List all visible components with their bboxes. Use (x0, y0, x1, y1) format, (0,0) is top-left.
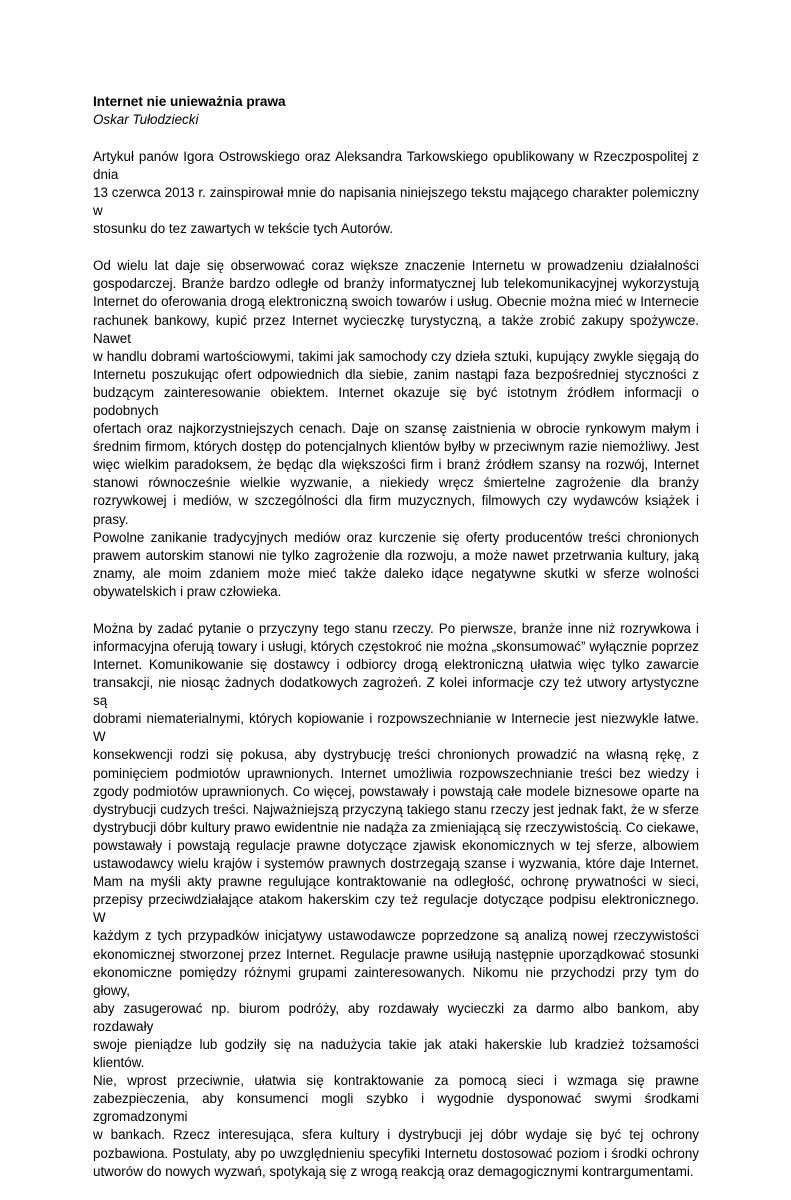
paragraph-line: dobrami niematerialnymi, których kopiowanie i rozpowszechnianie w Internecie jest niezwykle łatwe. W (93, 711, 699, 745)
paragraph-line: dystrybucji dóbr kultury prawo ewidentnie nie nadąża za zmieniającą się rzeczywistością. Co ciekawe, (93, 819, 699, 835)
paragraph-line: znamy, ale moim zdaniem może mieć także daleko idące negatywne skutki w sferze wolności (93, 565, 699, 581)
paragraph-line: ekonomiczne pomiędzy różnymi grupami zainteresowanych. Nikomu nie przychodzi przy tym do głowy, (93, 964, 699, 998)
article-author: Oskar Tułodziecki (93, 112, 199, 128)
paragraph-line: aby zasugerować np. biurom podróży, aby rozdawały wycieczki za darmo albo bankom, aby rozdawały (93, 1000, 699, 1034)
paragraph-line: Internetu poszukując ofert odpowiednich dla siebie, zanim nastąpi faza bezpośredniej styczności z (93, 366, 699, 382)
paragraph-line: swoje pieniądze lub godziły się na nadużycia takie jak ataki hakerskie lub kradzież tożsamości klientów. (93, 1036, 699, 1071)
article-title: Internet nie unieważnia prawa (93, 94, 286, 109)
paragraph-line: przepisy przeciwdziałające atakom hakerskim czy też regulacje dotyczące podpisu elektronicznego. W (93, 892, 699, 926)
paragraph-line: Powolne zanikanie tradycyjnych mediów oraz kurczenie się oferty producentów treści chronionych (93, 529, 699, 545)
paragraph-line: dystrybucji cudzych treści. Najważniejszą przyczyną takiego stanu rzeczy jest jednak fakt, że w sferze (93, 801, 699, 817)
paragraph-line: informacyjna oferują towary i usługi, których częstokroć nie można „skonsumować” wyłącznie poprzez (93, 638, 699, 654)
paragraph-line: utworów do nowych wyzwań, spotykają się z wrogą reakcją oraz demagogicznymi kontrargumentami. (93, 1163, 694, 1179)
paragraph-line: obywatelskich i praw człowieka. (93, 583, 282, 599)
paragraph-line: każdym z tych przypadków inicjatywy ustawodawcze poprzedzone są analizą nowej rzeczywistości (93, 928, 699, 944)
paragraph-line: średnim firmom, których dostęp do potencjalnych klientów byłby w przeciwnym razie niemożliwy. Jest (93, 439, 699, 455)
paragraph-line: ekonomicznej stworzonej przez Internet. Regulacje prawne usiłują następnie uporządkować stosunki (93, 946, 699, 962)
paragraph-line: rachunek bankowy, kupić przez Internet wycieczkę turystyczną, a także zrobić zakupy spożywcze. Nawet (93, 312, 699, 346)
paragraph (93, 620, 699, 1181)
paragraph-line: 13 czerwca 2013 r. zainspirował mnie do napisania niniejszego tekstu mającego charakter polemiczny w (93, 185, 699, 219)
paragraph (93, 257, 699, 601)
paragraph-line: zgody podmiotów uprawnionych. Co więcej, powstawały i powstają całe modele biznesowe oparte na (93, 783, 699, 799)
paragraph-line: w handlu dobrami wartościowymi, takimi jak samochody czy dzieła sztuki, kupujący zwykle sięgają do (93, 348, 699, 364)
paragraph-line: Internet. Komunikowanie się dostawcy i odbiorcy drogą elektroniczną ułatwia więc tylko zawarcie (93, 657, 699, 673)
paragraph-line: transakcji, nie niosąc żadnych dodatkowych zagrożeń. Z kolei informacje czy też utwory artystyczne są (93, 675, 699, 709)
paragraph-line: pozbawiona. Postulaty, aby po uwzględnieniu specyfiki Internetu dostosować poziom i środki ochrony (93, 1145, 699, 1161)
paragraph-line: konsekwencji rodzi się pokusa, aby dystrybucję treści chronionych prowadzić na własną rękę, z (93, 747, 699, 763)
paragraph-line: pominięciem podmiotów uprawnionych. Internet umożliwia rozpowszechnianie treści bez wiedzy i (93, 765, 699, 781)
paragraph-line: Od wielu lat daje się obserwować coraz większe znaczenie Internetu w prowadzeniu działalności (93, 258, 699, 274)
paragraph-line: Artykuł panów Igora Ostrowskiego oraz Aleksandra Tarkowskiego opublikowany w Rzeczpospolitej z dnia (93, 148, 699, 183)
paragraph (93, 148, 699, 238)
paragraph-line: Internet do oferowania drogą elektroniczną swoich towarów i usług. Obecnie można mieć w Internecie (93, 294, 699, 310)
article-body (93, 148, 699, 1181)
paragraph-line: ofertach oraz najkorzystniejszych cenach. Daje on szansę zaistnienia w obrocie rynkowym małym i (93, 421, 699, 437)
paragraph-line: budzącym zainteresowanie obiektem. Internet okazuje się być istotnym źródłem informacji o podobnych (93, 384, 699, 418)
paragraph-line: więc wielkim paradoksem, że będąc dla większości firm i branż źródłem szansy na rozwój, Internet (93, 457, 699, 473)
paragraph-line: prawem autorskim stanowi nie tylko zagrożenie dla rozwoju, a może nawet przetrwania kultury, jaką (93, 547, 699, 563)
paragraph-line: stanowi równocześnie wielkie wyzwanie, a niekiedy wręcz śmiertelne zagrożenie dla branży (93, 475, 699, 491)
paragraph-line: gospodarczej. Branże bardzo odległe od branży informatycznej lub telekomunikacyjnej wykorzystują (93, 276, 699, 292)
paragraph-line: Nie, wprost przeciwnie, ułatwia się kontraktowanie za pomocą sieci i wzmaga się prawne (93, 1073, 699, 1089)
paragraph-line: zabezpieczenia, aby konsumenci mogli szybko i wygodnie dysponować swymi środkami zgromadzonymi (93, 1091, 699, 1125)
paragraph-line: w bankach. Rzecz interesująca, sfera kultury i dystrybucji jej dóbr wydaje się być tej ochrony (93, 1127, 699, 1143)
paragraph-line: Można by zadać pytanie o przyczyny tego stanu rzeczy. Po pierwsze, branże inne niż rozrywkowa i (93, 620, 699, 636)
paragraph-line: powstawały i powstają regulacje prawne dotyczące zjawisk ekonomicznych w tej sferze, albowiem (93, 837, 699, 853)
paragraph-line: stosunku do tez zawartych w tekście tych Autorów. (93, 221, 393, 237)
paragraph-line: rozrywkowej i mediów, w szczególności dla firm muzycznych, filmowych czy wydawców książek i prasy. (93, 493, 699, 527)
document-page (93, 93, 699, 1200)
paragraph-line: ustawodawcy wielu krajów i systemów prawnych dostrzegają szanse i wyzwania, które daje Internet. (93, 856, 699, 872)
paragraph-line: Mam na myśli akty prawne regulujące kontraktowanie na odległość, ochronę prywatności w sieci, (93, 874, 699, 890)
